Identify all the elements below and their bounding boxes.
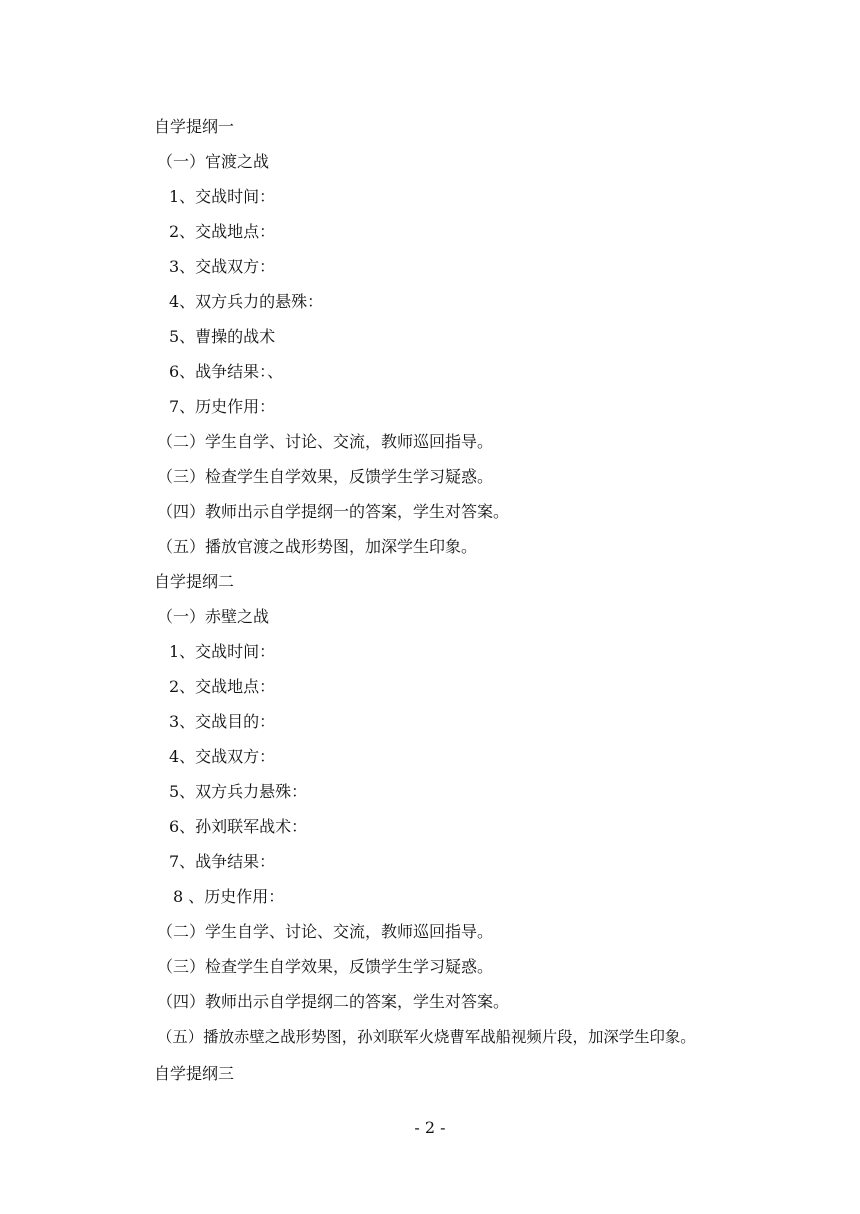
- outline-heading-1: 自学提纲一: [154, 117, 235, 136]
- list-item: 6、孙刘联军战术：: [169, 817, 308, 836]
- step-paragraph: （三）检查学生自学效果，反馈学生学习疑惑。: [157, 467, 494, 486]
- list-item: 3、交战目的：: [169, 712, 276, 731]
- list-item: 5、双方兵力悬殊：: [169, 782, 308, 801]
- list-item: 2、交战地点：: [169, 677, 276, 696]
- step-paragraph: （五）播放赤壁之战形势图，孙刘联军火烧曹军战船视频片段，加深学生印象。: [157, 1028, 696, 1046]
- step-paragraph: （二）学生自学、讨论、交流，教师巡回指导。: [157, 922, 494, 941]
- outline-heading-3: 自学提纲三: [154, 1064, 235, 1083]
- list-item: 5、曹操的战术: [169, 327, 276, 346]
- step-paragraph: （三）检查学生自学效果，反馈学生学习疑惑。: [157, 957, 494, 976]
- list-item: 2、交战地点：: [169, 222, 276, 241]
- list-item: 7、战争结果：: [169, 852, 276, 871]
- step-paragraph: （二）学生自学、讨论、交流，教师巡回指导。: [157, 432, 494, 451]
- section-chibi-battle: （一）赤壁之战: [157, 607, 270, 626]
- list-item: 8 、历史作用：: [173, 887, 285, 906]
- outline-heading-2: 自学提纲二: [154, 572, 235, 591]
- section-guandu-battle: （一）官渡之战: [157, 152, 270, 171]
- list-item: 4、交战双方：: [169, 747, 276, 766]
- step-paragraph: （四）教师出示自学提纲二的答案，学生对答案。: [157, 992, 510, 1011]
- step-paragraph: （四）教师出示自学提纲一的答案，学生对答案。: [157, 502, 510, 521]
- list-item: 1、交战时间：: [169, 642, 276, 661]
- list-item: 7、历史作用：: [169, 397, 276, 416]
- page-number: - 2 -: [414, 1118, 446, 1137]
- list-item: 6、战争结果：、: [169, 362, 284, 381]
- list-item: 4、双方兵力的悬殊：: [169, 292, 324, 311]
- list-item: 3、交战双方：: [169, 257, 276, 276]
- list-item: 1、交战时间：: [169, 187, 276, 206]
- step-paragraph: （五）播放官渡之战形势图，加深学生印象。: [157, 537, 478, 556]
